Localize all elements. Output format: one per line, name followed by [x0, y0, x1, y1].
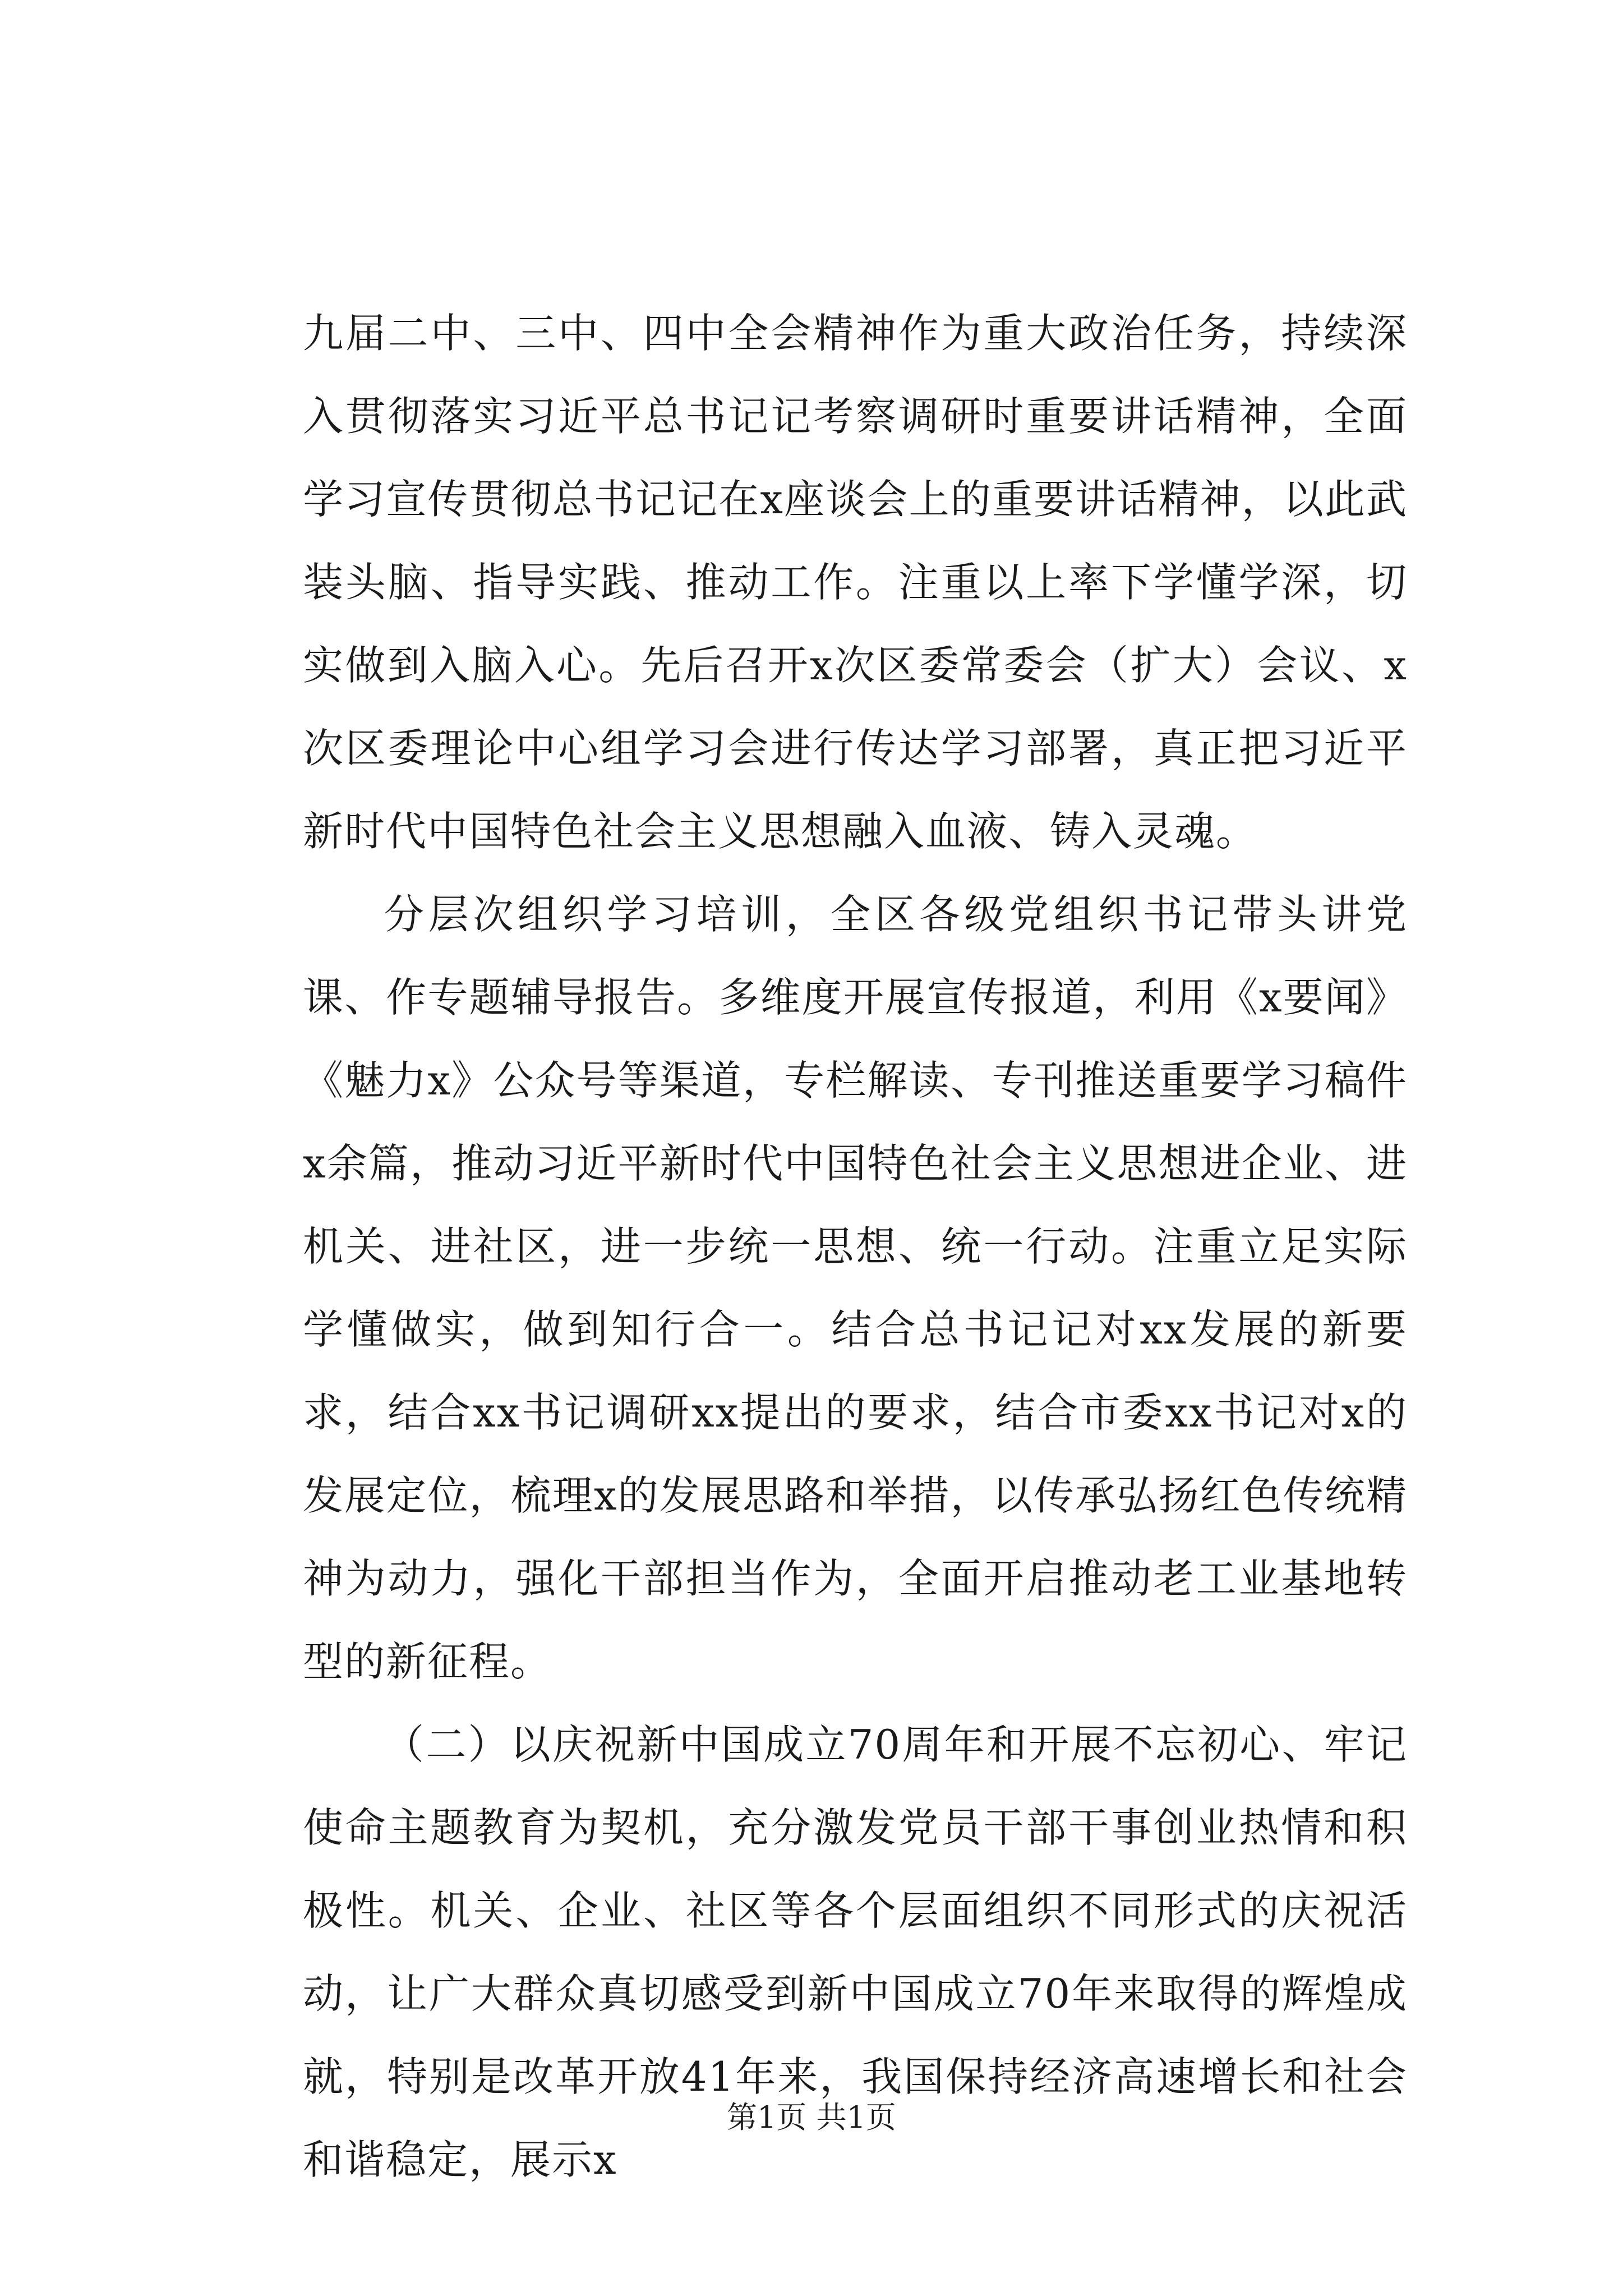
page-footer: 第1页 共1页	[727, 2100, 896, 2135]
paragraph-3: （二）以庆祝新中国成立70周年和开展不忘初心、牢记使命主题教育为契机，充分激发党员干部干事创业热情和积极性。机关、企业、社区等各个层面组织不同形式的庆祝活动，让广大群众真切感受到新中国成立70年来取得的辉煌成就，特别是改革开放41年来，我国保持经济高速增长和社会和谐稳定，展示x	[303, 1721, 1408, 2183]
paragraph-1: 九届二中、三中、四中全会精神作为重大政治任务，持续深入贯彻落实习近平总书记记考察调研时重要讲话精神，全面学习宣传贯彻总书记记在x座谈会上的重要讲话精神，以此武装头脑、指导实践、推动工作。注重以上率下学懂学深，切实做到入脑入心。先后召开x次区委常委会（扩大）会议、x次区委理论中心组学习会进行传达学习部署，真正把习近平新时代中国特色社会主义思想融入血液、铸入灵魂。	[303, 310, 1408, 855]
document-body	[303, 292, 1408, 2201]
paragraph-2: 分层次组织学习培训，全区各级党组织书记带头讲党课、作专题辅导报告。多维度开展宣传报道，利用《x要闻》《魅力x》公众号等渠道，专栏解读、专刊推送重要学习稿件x余篇，推动习近平新时代中国特色社会主义思想进企业、进机关、进社区，进一步统一思想、统一行动。注重立足实际学懂做实，做到知行合一。结合总书记记对xx发展的新要求，结合xx书记调研xx提出的要求，结合市委xx书记对x的发展定位，梳理x的发展思路和举措，以传承弘扬红色传统精神为动力，强化干部担当作为，全面开启推动老工业基地转型的新征程。	[303, 891, 1408, 1685]
